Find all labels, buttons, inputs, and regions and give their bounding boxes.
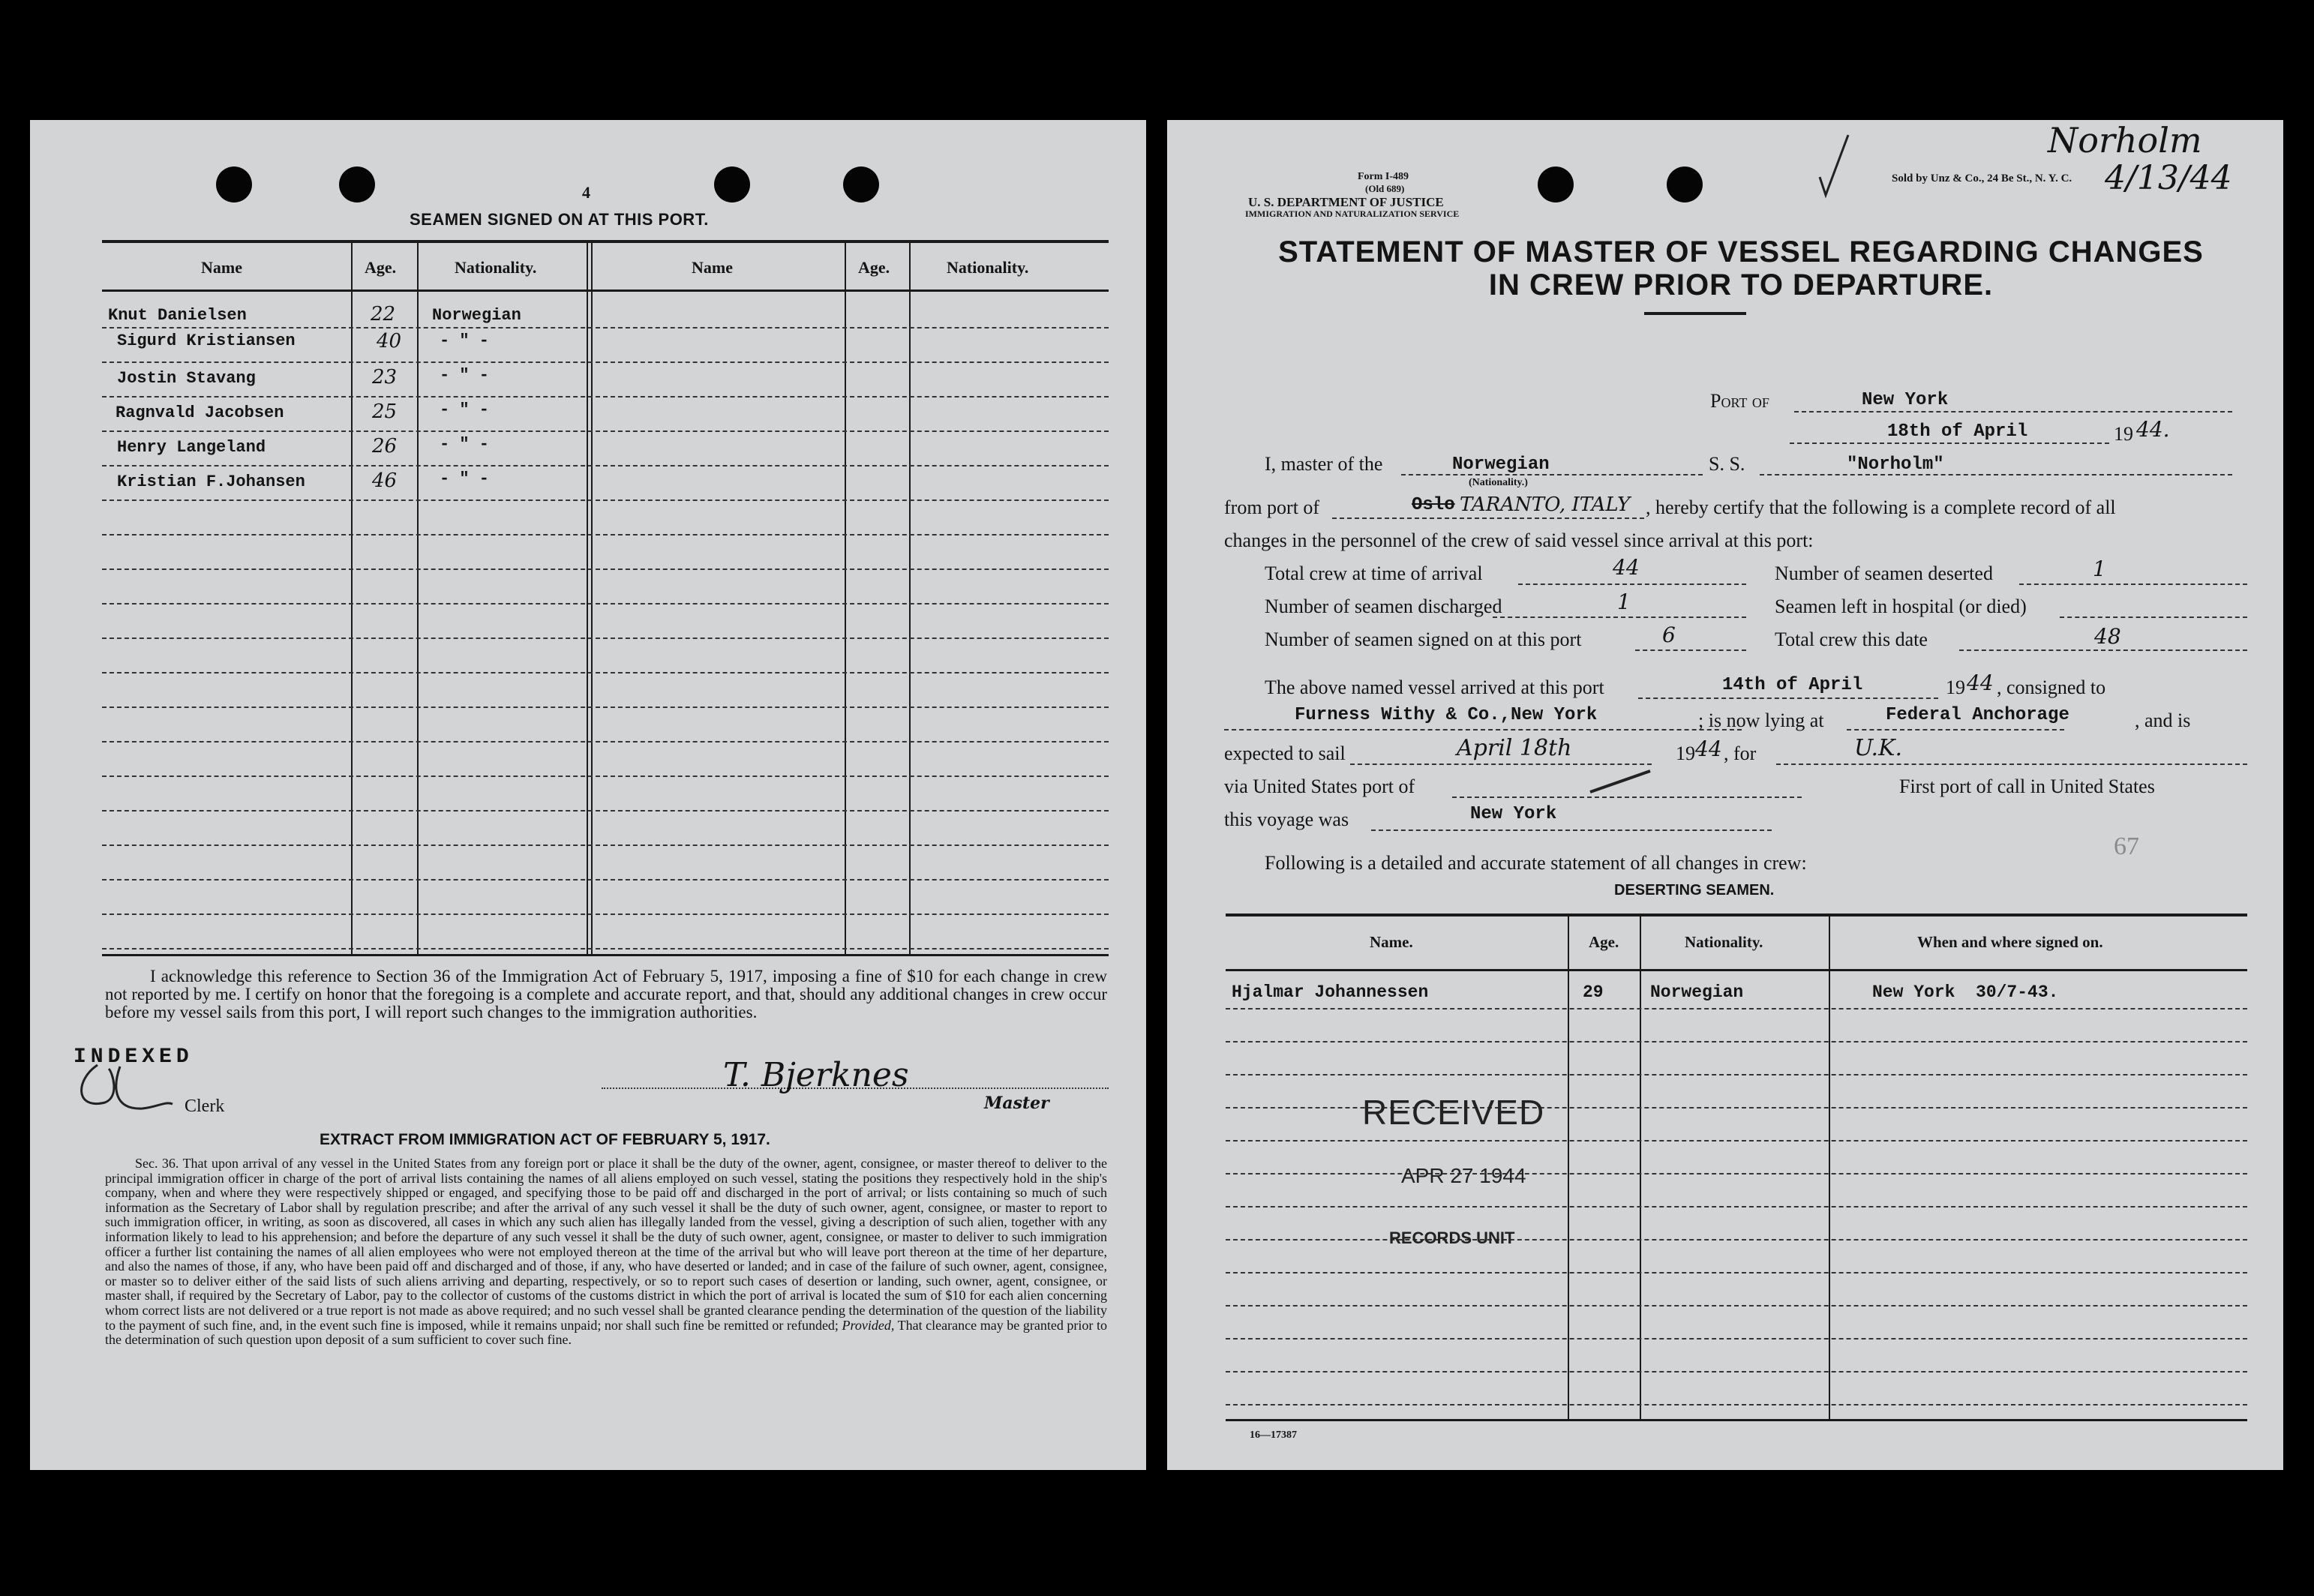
deserting-table-top-rule <box>1226 914 2247 916</box>
vessel-line <box>1760 474 2232 476</box>
certify-text: , hereby certify that the following is a complete record of all <box>1646 496 2116 518</box>
punch-hole <box>714 166 750 202</box>
left-page <box>30 120 1146 1470</box>
for-label: , for <box>1724 742 1757 764</box>
clerk-initials-scribble <box>68 1058 188 1118</box>
seaman-nationality: - " - <box>440 435 490 454</box>
row-rule <box>1226 1173 2247 1174</box>
master-of-label: I, master of the <box>1265 453 1383 475</box>
seaman-name: Knut Danielsen <box>108 306 247 325</box>
total-crew-arrival-line <box>1518 584 1746 585</box>
ss-label: S. S. <box>1709 453 1745 475</box>
total-crew-arrival-label: Total crew at time of arrival <box>1265 562 1483 584</box>
via-slash-mark <box>1587 765 1655 795</box>
seaman-name: Henry Langeland <box>117 438 266 457</box>
row-rule <box>102 500 1109 501</box>
sail-year-value: 44 <box>1695 736 1722 761</box>
row-rule <box>1226 1239 2247 1240</box>
handwritten-vessel-name: Norholm <box>2048 120 2202 160</box>
row-rule <box>1226 1074 2247 1076</box>
row-rule <box>1226 1008 2247 1010</box>
seaman-nationality: - " - <box>440 366 490 385</box>
for-line <box>1776 764 2247 765</box>
table-header-rule <box>102 290 1109 292</box>
seaman-name: Sigurd Kristiansen <box>117 332 296 350</box>
row-rule <box>102 603 1109 604</box>
deserting-header-nationality: Nationality. <box>1685 933 1763 951</box>
proviso-text: That clearance may be granted prior to the determination of such question upon deposit of a sum sufficient to cover such fine. <box>105 1317 1107 1348</box>
hospital-line <box>2060 616 2247 618</box>
seaman-age: 23 <box>372 366 398 388</box>
column-header-nationality: Nationality. <box>455 258 537 277</box>
column-header-name: Name <box>692 258 733 277</box>
total-crew-arrival-value: 44 <box>1613 555 1640 580</box>
received-date: APR 27 1944 <box>1401 1164 1526 1187</box>
row-rule <box>1226 1140 2247 1142</box>
row-rule <box>1226 1338 2247 1340</box>
voyage-label: this voyage was <box>1224 808 1349 830</box>
row-rule <box>102 741 1109 742</box>
from-port-value: TARANTO, ITALY <box>1460 494 1631 516</box>
seaman-nationality: Norwegian <box>432 306 521 325</box>
via-line <box>1452 796 1802 798</box>
via-label: via United States port of <box>1224 776 1415 797</box>
row-rule <box>102 776 1109 777</box>
page-number: 4 <box>582 183 590 202</box>
row-rule <box>102 844 1109 846</box>
deserting-header-age: Age. <box>1589 933 1619 951</box>
following-text: Following is a detailed and accurate statement of all changes in crew: <box>1265 852 1807 874</box>
row-rule <box>102 396 1109 398</box>
from-port-struck: Oslo <box>1412 495 1455 515</box>
column-header-age: Age. <box>365 258 397 277</box>
column-divider <box>909 240 911 954</box>
discharged-label: Number of seamen discharged <box>1265 596 1502 617</box>
seaman-name: Kristian F.Johansen <box>117 472 305 491</box>
punch-hole <box>216 166 252 202</box>
row-rule <box>102 430 1109 432</box>
expected-value: April 18th <box>1457 735 1572 761</box>
total-crew-date-label: Total crew this date <box>1775 628 1928 650</box>
right-page <box>1167 120 2283 1470</box>
proviso-label: Provided, <box>842 1317 895 1333</box>
column-header-age: Age. <box>858 258 890 277</box>
column-divider <box>1640 914 1641 1419</box>
master-label: Master <box>984 1094 1049 1113</box>
deserted-line <box>2019 584 2247 585</box>
row-rule <box>102 327 1109 328</box>
row-rule <box>1226 1371 2247 1372</box>
deserted-label: Number of seamen deserted <box>1775 562 1993 584</box>
voyage-line <box>1371 830 1772 831</box>
seaman-age: 40 <box>377 330 402 352</box>
from-port-line <box>1332 518 1644 519</box>
deserter-name: Hjalmar Johannessen <box>1232 982 1429 1002</box>
form-number: Form I-489 <box>1358 171 1409 182</box>
row-rule <box>102 879 1109 880</box>
seaman-age: 46 <box>372 470 398 492</box>
section-label: Sec. 36. <box>135 1156 179 1171</box>
deserter-signed-on: New York 30/7-43. <box>1872 982 2059 1002</box>
department: U. S. DEPARTMENT OF JUSTICE <box>1248 195 1444 209</box>
section-title: SEAMEN SIGNED ON AT THIS PORT. <box>410 210 709 229</box>
from-port-label: from port of <box>1224 496 1320 518</box>
row-rule <box>102 672 1109 674</box>
seaman-age: 26 <box>372 435 398 458</box>
signed-on-label: Number of seamen signed on at this port <box>1265 628 1582 650</box>
deserter-nationality: Norwegian <box>1650 982 1744 1002</box>
deserted-value: 1 <box>2093 556 2106 581</box>
form-title-line2: IN CREW PRIOR TO DEPARTURE. <box>1488 268 1994 302</box>
column-divider <box>417 240 419 954</box>
row-rule <box>102 914 1109 915</box>
row-rule <box>102 948 1109 950</box>
column-header-nationality: Nationality. <box>947 258 1029 277</box>
row-rule <box>1226 1404 2247 1406</box>
table-bottom-rule <box>102 954 1109 956</box>
seaman-nationality: - " - <box>440 332 490 350</box>
row-rule <box>1226 1206 2247 1208</box>
column-divider <box>845 240 846 954</box>
total-crew-date-value: 48 <box>2094 624 2121 649</box>
total-crew-date-line <box>1959 650 2247 651</box>
row-rule <box>102 568 1109 570</box>
for-value: U.K. <box>1854 735 1903 761</box>
row-rule <box>102 810 1109 812</box>
form-old-number: (Old 689) <box>1365 183 1405 194</box>
changes-text: changes in the personnel of the crew of said vessel since arrival at this port: <box>1224 530 1814 551</box>
port-value: New York <box>1862 390 1949 410</box>
date-value: 18th of April <box>1887 422 2028 442</box>
signed-on-line <box>1635 650 1746 651</box>
check-mark-icon <box>1815 132 1853 200</box>
row-rule <box>102 638 1109 639</box>
handwritten-date: 4/13/44 <box>2105 159 2232 197</box>
extract-text: That upon arrival of any vessel in the United States from any foreign port or place it shall be the duty of the owner, agent, consignee, or master thereof to deliver to the principal immigration officer in charge of the port of arrival lists containing the names of all aliens employed on such vessel, stating the positions they respectively hold in the ship's company, when and where they were respectively shipped or engaged, and specifying those to be paid off and discharged in the port of arrival; or lists containing so much of such information as the Secretary of Labor shall by regulation prescribe; and after the arrival of any such vessel it shall be the duty of such owner, agent, consignee, or master to report to such immigration officer, in writing, as soon as discovered, all cases in which any such alien has illegally landed from the vessel, giving a description of such alien, together with any information likely to lead to his apprehension; and before the departure of any such vessel it shall be the duty of such owner, agent, consignee, or master to deliver to such immigration officer a further list containing the names of all alien employees who were not employed thereon at the time of the arrival but who will leave port thereon at the time of her departure, and also the names of those, if any, who have been paid off and discharged and of those, if any, who have deserted or landed; and in case of the failure of such owner, agent, consignee, or master so to deliver either of the said lists of such aliens arriving and departing, respectively, or so to report such cases of desertion or landing, such owner, agent, consignee, or master shall, if required by the Secretary of Labor, pay to the collector of customs of the customs district in which the port of arrival is located the sum of $10 for each alien concerning whom correct lists are not delivered or a true report is not made as above required; and no such vessel shall be granted clearance pending the determination of the question of the liability to the payment of such fine, and, in the event such fine is imposed, while it remains unpaid; nor shall such fine be remitted or refunded; <box>105 1156 1107 1333</box>
indexed-stamp: INDEXED <box>74 1046 194 1069</box>
row-rule <box>1226 1305 2247 1306</box>
sold-by: Sold by Unz & Co., 24 Be St., N. Y. C. <box>1892 172 2072 184</box>
row-rule <box>102 362 1109 363</box>
column-divider <box>591 240 593 954</box>
seaman-age: 22 <box>371 303 396 326</box>
nationality-line <box>1401 474 1703 476</box>
nationality-caption: (Nationality.) <box>1469 477 1528 488</box>
arrived-year-value: 44 <box>1967 670 1994 695</box>
deserting-bottom-rule <box>1226 1419 2247 1421</box>
column-header-name: Name <box>201 258 242 277</box>
consignee-line <box>1224 729 1742 730</box>
column-divider <box>351 240 353 954</box>
records-unit: RECORDS UNIT <box>1389 1228 1515 1247</box>
seaman-name: Ragnvald Jacobsen <box>116 404 284 422</box>
clerk-label: Clerk <box>185 1096 225 1116</box>
row-rule <box>1226 1041 2247 1042</box>
seaman-nationality: - " - <box>440 400 490 419</box>
and-is-label: , and is <box>2135 710 2191 731</box>
arrived-year-prefix: 19 <box>1946 676 1965 698</box>
row-rule <box>102 534 1109 536</box>
punch-hole <box>1538 166 1574 202</box>
lying-value: Federal Anchorage <box>1886 705 2069 725</box>
arrived-label: The above named vessel arrived at this port <box>1265 676 1604 698</box>
sail-year-prefix: 19 <box>1676 742 1695 764</box>
deserting-header-name: Name. <box>1370 933 1413 951</box>
column-divider <box>1829 914 1830 1419</box>
voyage-value: New York <box>1470 804 1557 824</box>
column-divider <box>1568 914 1569 1419</box>
seaman-age: 25 <box>372 400 398 423</box>
seaman-name: Jostin Stavang <box>117 369 256 388</box>
row-rule <box>102 465 1109 466</box>
port-label: Port of <box>1710 390 1769 412</box>
margin-note: 67 <box>2114 832 2139 860</box>
form-code: 16—17387 <box>1250 1430 1297 1441</box>
arrived-value: 14th of April <box>1722 675 1863 695</box>
vessel-name: "Norholm" <box>1847 454 1944 475</box>
punch-hole <box>339 166 375 202</box>
consigned-label: , consigned to <box>1997 676 2106 698</box>
acknowledgement-text: I acknowledge this reference to Section 36 of the Immigration Act of February 5, 1917, imposing a fine of $10 for each change in crew not reported by me. I certify on honor that the foregoing is a complete and accurate report, and that, should any additional changes in crew occur before my vessel sails from this port, I will report such changes to the immigration authorities. <box>105 967 1107 1022</box>
consignee-value: Furness Withy & Co.,New York <box>1295 705 1598 725</box>
first-port-label: First port of call in United States <box>1899 776 2155 797</box>
deserting-header-rule <box>1226 969 2247 971</box>
punch-hole <box>843 166 879 202</box>
column-divider <box>587 240 588 954</box>
punch-hole <box>1667 166 1703 202</box>
service: IMMIGRATION AND NATURALIZATION SERVICE <box>1245 208 1460 219</box>
year-prefix: 19 <box>2114 423 2133 445</box>
deserting-title: DESERTING SEAMEN. <box>1614 882 1775 898</box>
master-signature: T. Bjerknes <box>723 1056 909 1094</box>
arrived-line <box>1638 698 1938 699</box>
received-stamp: RECEIVED <box>1362 1093 1545 1132</box>
row-rule <box>1226 1272 2247 1274</box>
table-top-rule <box>102 240 1109 243</box>
form-title-line1: STATEMENT OF MASTER OF VESSEL REGARDING CHANGES <box>1278 236 2204 268</box>
hospital-label: Seamen left in hospital (or died) <box>1775 596 2027 617</box>
lying-line <box>1847 729 2064 730</box>
discharged-value: 1 <box>1617 590 1631 614</box>
extract-title: EXTRACT FROM IMMIGRATION ACT OF FEBRUARY 5, 1917. <box>320 1131 770 1148</box>
year-value: 44. <box>2136 417 2170 442</box>
lying-label: ; is now lying at <box>1698 710 1824 731</box>
signed-on-value: 6 <box>1662 622 1676 647</box>
title-underline <box>1644 312 1746 315</box>
row-rule <box>102 706 1109 708</box>
extract-body <box>105 1156 1107 1348</box>
deserting-header-signed-on: When and where signed on. <box>1917 933 2103 951</box>
deserter-age: 29 <box>1583 982 1604 1002</box>
nationality-value: Norwegian <box>1452 454 1550 475</box>
expected-label: expected to sail <box>1224 742 1346 764</box>
discharged-line <box>1493 616 1746 618</box>
seaman-nationality: - " - <box>440 470 490 488</box>
port-line <box>1794 411 2232 412</box>
date-line <box>1790 442 2109 444</box>
